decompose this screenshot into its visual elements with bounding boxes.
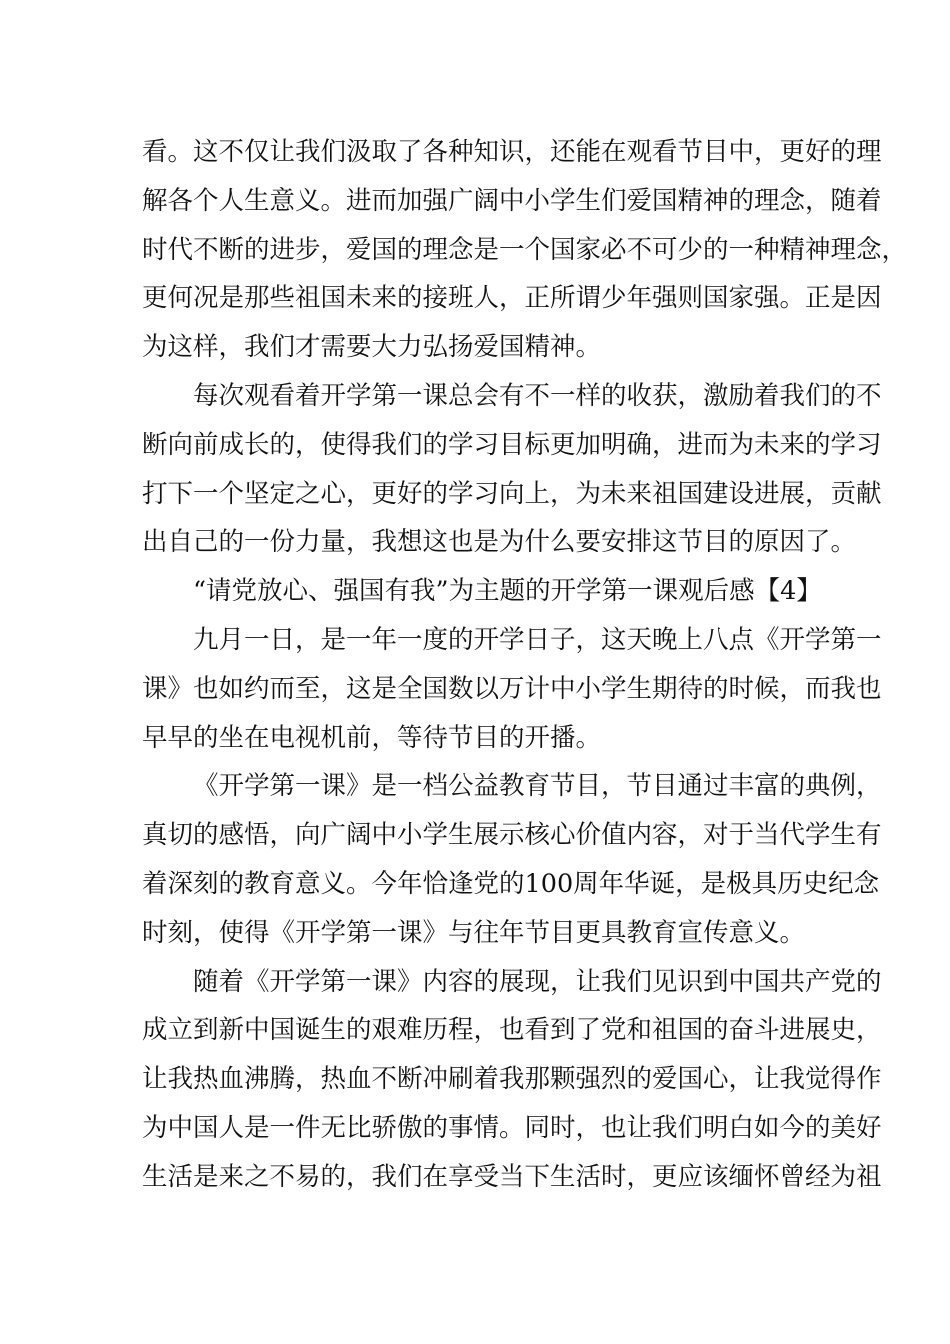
text-line: 九月一日，是一年一度的开学日子，这天晚上八点《开学第一 [193, 624, 882, 655]
text-line: 随着《开学第一课》内容的展现，让我们见识到中国共产党的 [193, 966, 882, 997]
text-line: 为这样，我们才需要大力弘扬爱国精神。 [142, 332, 602, 363]
body-text [142, 128, 908, 1202]
text-line: 更何况是那些祖国未来的接班人，正所谓少年强则国家强。正是因 [142, 283, 882, 314]
text-line: 成立到新中国诞生的艰难历程，也看到了党和祖国的奋斗进展史， [142, 1015, 882, 1046]
text-line: 为中国人是一件无比骄傲的事情。同时，也让我们明白如今的美好 [142, 1112, 882, 1143]
section-heading [142, 567, 822, 616]
text-line: 《开学第一课》是一档公益教育节目，节目通过丰富的典例， [193, 771, 882, 802]
text-line: 时代不断的进步，爱国的理念是一个国家必不可少的一种精神理念， [142, 234, 908, 265]
text-line: 着深刻的教育意义。今年恰逢党的100周年华诞，是极具历史纪念 [142, 868, 880, 899]
paragraph [142, 128, 908, 372]
paragraph [142, 372, 882, 567]
paragraph [142, 616, 882, 762]
text-line: 时刻，使得《开学第一课》与往年节目更具教育宣传意义。 [142, 917, 806, 948]
text-line: 生活是来之不易的，我们在享受当下生活时，更应该缅怀曾经为祖 [142, 1161, 882, 1192]
text-line: 看。这不仅让我们汲取了各种知识，还能在观看节目中，更好的理 [142, 137, 882, 167]
text-line: 早早的坐在电视机前，等待节目的开播。 [142, 722, 602, 753]
paragraph [142, 958, 882, 1202]
text-line: 断向前成长的，使得我们的学习目标更加明确，进而为未来的学习 [142, 429, 882, 460]
text-line: 让我热血沸腾，热血不断冲刷着我那颗强烈的爱国心，让我觉得作 [142, 1064, 882, 1095]
paragraph [142, 762, 882, 957]
text-line: 解各个人生意义。进而加强广阔中小学生们爱国精神的理念，随着 [142, 185, 882, 216]
text-line: 打下一个坚定之心，更好的学习向上，为未来祖国建设进展，贡献 [142, 478, 882, 509]
text-line: 每次观看着开学第一课总会有不一样的收获，激励着我们的不 [193, 380, 882, 411]
text-line: 课》也如约而至，这是全国数以万计中小学生期待的时候，而我也 [142, 673, 882, 704]
heading-text: “请党放心、强国有我”为主题的开学第一课观后感【4】 [193, 576, 822, 607]
text-line: 真切的感悟，向广阔中小学生展示核心价值内容，对于当代学生有 [142, 820, 882, 851]
text-line: 出自己的一份力量，我想这也是为什么要安排这节目的原因了。 [142, 527, 857, 558]
